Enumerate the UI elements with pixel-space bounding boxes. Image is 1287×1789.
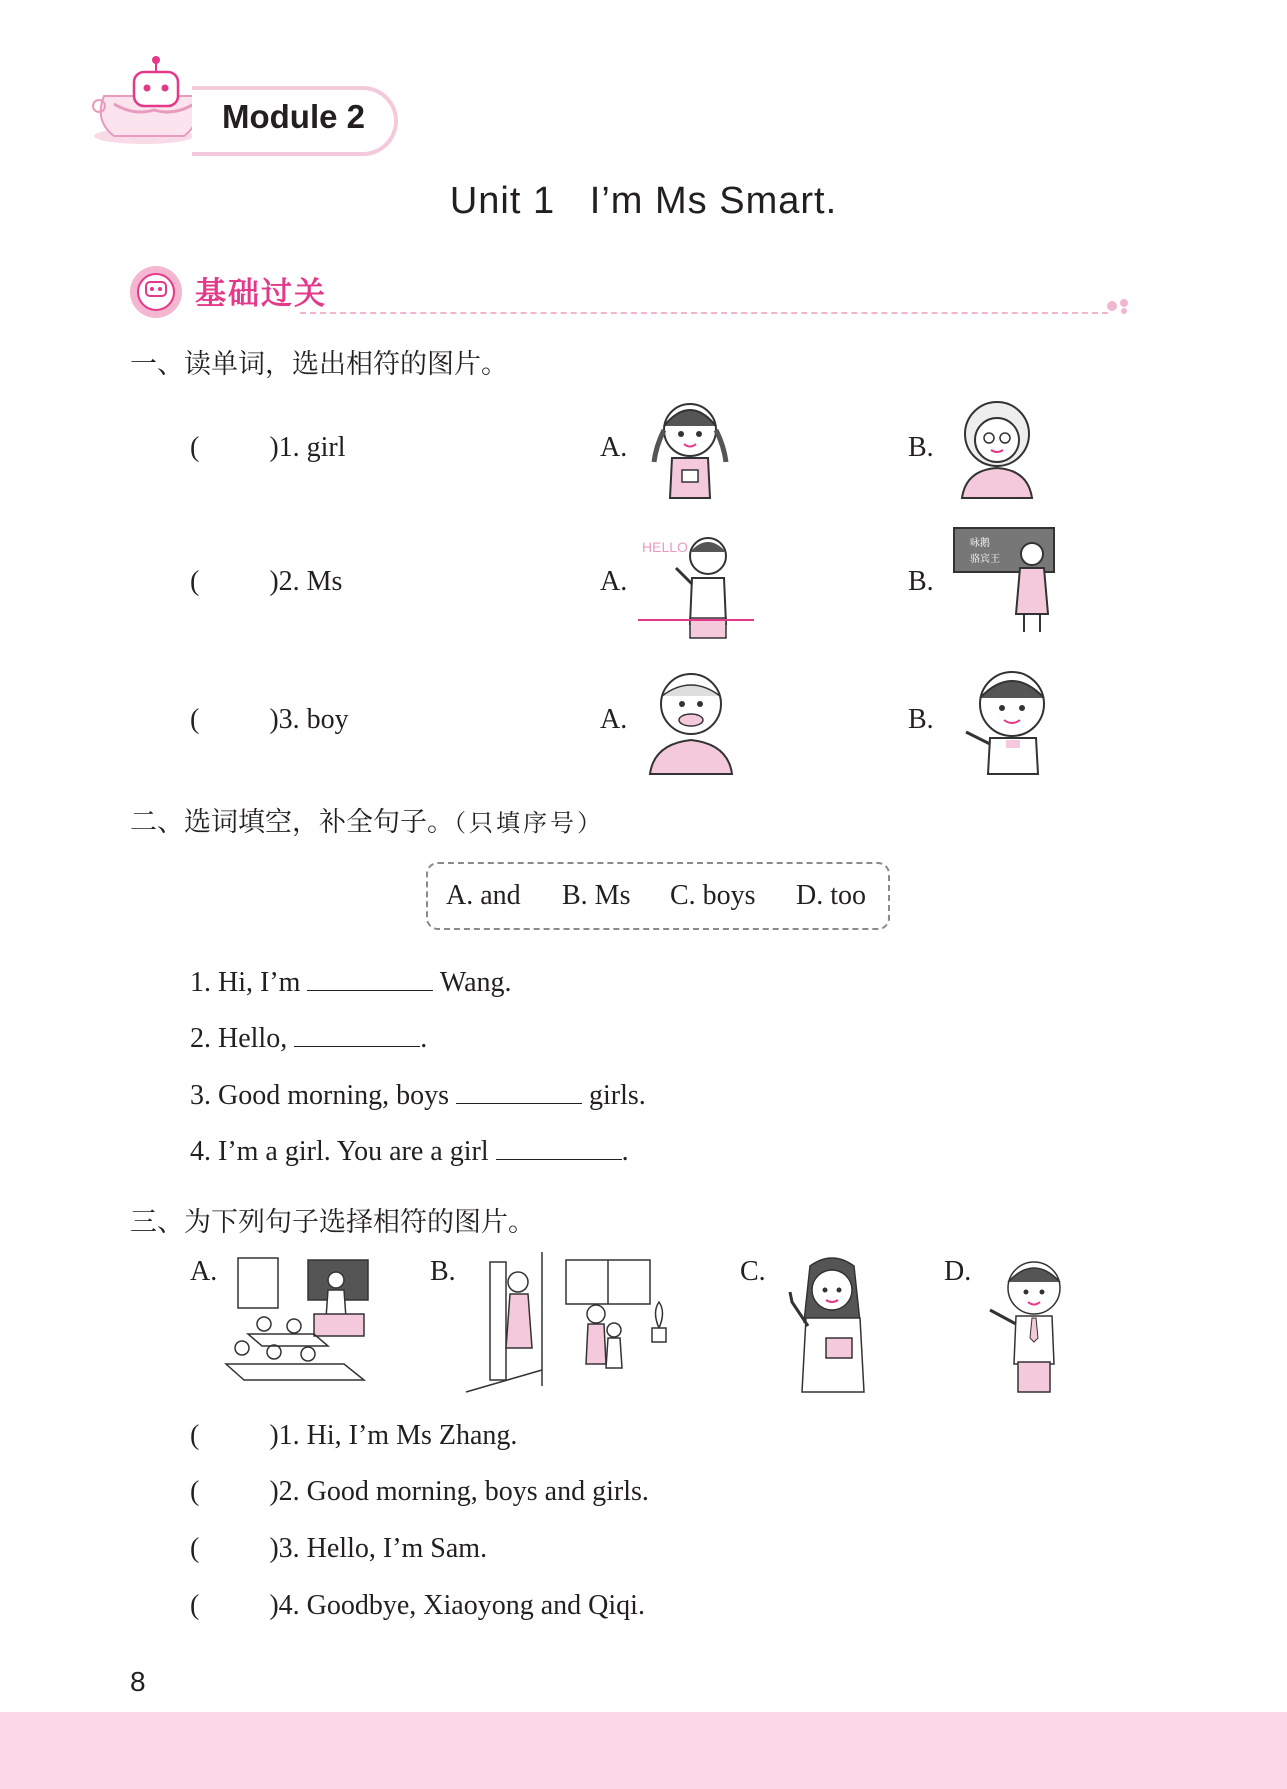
item-text: 1. Hi, I’m Ms Zhang.: [278, 1420, 518, 1451]
sentence-text: .: [621, 1136, 629, 1167]
q2-sentence-1: [190, 964, 512, 999]
word-bank: [426, 862, 890, 930]
paren-open: (: [190, 1533, 200, 1564]
sentence-text: girls.: [582, 1080, 646, 1111]
q3-item-2: [190, 1476, 649, 1508]
paren-close: ): [269, 704, 279, 735]
grandma-illustration: [952, 394, 1042, 498]
option-c: C. boys: [670, 880, 756, 911]
q1-1-choice-a: A.: [600, 432, 628, 463]
q3-heading: 三、为下列句子选择相符的图片。: [130, 1207, 535, 1238]
paren-open: (: [190, 704, 200, 735]
item-text: 3. Hello, I’m Sam.: [278, 1533, 488, 1564]
paren-open: (: [190, 1420, 200, 1451]
paren-close: ): [269, 566, 279, 597]
item-text: 3. boy: [278, 704, 349, 735]
paren-close: ): [269, 1420, 279, 1451]
page-number: 8: [130, 1666, 146, 1697]
fill-blank[interactable]: [294, 1020, 420, 1047]
q2-heading-text: 二、选词填空，补全句子。: [130, 807, 454, 838]
q1-item-1: [190, 432, 346, 464]
paren-close: ): [269, 1533, 279, 1564]
girl-pigtails-illustration: [640, 394, 740, 498]
fill-blank[interactable]: [307, 964, 433, 991]
option-d: D. too: [796, 880, 866, 911]
boy-smiling-illustration: [956, 664, 1066, 774]
module-label: Module 2: [222, 98, 366, 135]
q1-item-2: [190, 566, 342, 598]
divider-dots-icon: [1106, 298, 1136, 314]
teacher-at-blackboard-illustration: [952, 524, 1056, 636]
q1-heading: 一、读单词，选出相符的图片。: [130, 349, 508, 380]
q3-item-1: [190, 1420, 517, 1452]
q2-heading: [130, 800, 604, 839]
q1-3-choice-a: A.: [600, 704, 628, 735]
paren-open: (: [190, 1590, 200, 1621]
section-divider: [300, 312, 1108, 314]
item-text: 4. Goodbye, Xiaoyong and Qiqi.: [278, 1590, 645, 1621]
q1-2-choice-b: B.: [908, 566, 934, 597]
option-a: A. and: [446, 880, 521, 911]
item-text: 2. Ms: [278, 566, 343, 597]
sentence-text: 1. Hi, I’m: [190, 967, 308, 998]
q2-sentence-3: [190, 1077, 646, 1112]
item-text: 1. girl: [278, 432, 346, 463]
paren-open: (: [190, 566, 200, 597]
section-title: 基础过关: [195, 276, 327, 312]
grandpa-illustration: [646, 664, 736, 774]
hello-text: HELLO: [642, 539, 688, 555]
fill-blank[interactable]: [496, 1133, 622, 1160]
boy-waving-hello-illustration: [638, 528, 758, 640]
board-text-1: 咏鹅: [970, 538, 990, 549]
paren-close: ): [269, 1476, 279, 1507]
paren-close: ): [269, 432, 279, 463]
sentence-text: Wang.: [433, 967, 512, 998]
q1-item-3: [190, 704, 349, 736]
fill-blank[interactable]: [456, 1077, 582, 1104]
boy-standing-waving-illustration: [980, 1254, 1080, 1398]
unit-title: Unit 1 I’m Ms Smart.: [449, 180, 838, 222]
sentence-text: .: [420, 1023, 428, 1054]
q3-label-b: B.: [430, 1256, 456, 1287]
q1-1-choice-b: B.: [908, 432, 934, 463]
q3-label-c: C.: [740, 1256, 766, 1287]
q2-sentence-2: [190, 1020, 427, 1055]
section-badge-icon: [128, 264, 188, 320]
q3-item-3: [190, 1533, 487, 1565]
item-text: 2. Good morning, boys and girls.: [278, 1476, 649, 1507]
mother-children-doorway-illustration: [466, 1252, 676, 1396]
board-text-2: 骆宾王: [970, 554, 1000, 565]
q2-heading-note: （只填序号）: [454, 809, 604, 837]
classroom-illustration: [224, 1254, 374, 1390]
teacher-pointing-illustration: [776, 1256, 886, 1392]
option-b: B. Ms: [562, 880, 631, 911]
q3-item-4: [190, 1590, 645, 1622]
paren-open: (: [190, 1476, 200, 1507]
q3-label-a: A.: [190, 1256, 218, 1287]
sentence-text: 2. Hello,: [190, 1023, 295, 1054]
footer-band: [0, 1712, 1287, 1789]
paren-open: (: [190, 432, 200, 463]
q3-label-d: D.: [944, 1256, 972, 1287]
q1-3-choice-b: B.: [908, 704, 934, 735]
q2-sentence-4: [190, 1133, 629, 1168]
sentence-text: 3. Good morning, boys: [190, 1080, 456, 1111]
paren-close: ): [269, 1590, 279, 1621]
q1-2-choice-a: A.: [600, 566, 628, 597]
sentence-text: 4. I’m a girl. You are a girl: [190, 1136, 496, 1167]
